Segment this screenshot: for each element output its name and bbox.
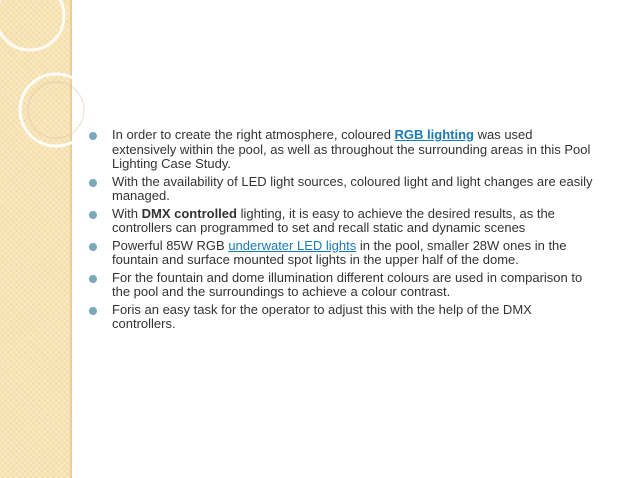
slide-body (88, 128, 598, 335)
bullet-text: was used extensively within the pool, as well as throughout the surrounding areas in this Pool Lighting Case Study. (112, 127, 591, 171)
panel-divider (70, 0, 72, 478)
bullet-text: in the pool, smaller 28W ones in the fountain and surface mounted spot lights in the upper half of the dome. (112, 237, 567, 267)
bullet-item (88, 271, 598, 300)
rgb-lighting-link[interactable]: RGB lighting (394, 127, 474, 142)
bullet-dot-icon (89, 275, 97, 283)
bullet-dot-icon (89, 307, 97, 315)
bullet-text: Powerful 85W RGB (112, 237, 229, 253)
bullet-item (88, 207, 598, 236)
underwater-led-lights-link[interactable]: underwater LED lights (228, 237, 357, 253)
bullet-dot-icon (89, 179, 97, 187)
bullet-text: lighting, it is easy to achieve the desired results, as the controllers can programmed to set and recall static and dynamic scenes (112, 205, 555, 235)
bullet-text: In order to create the right atmosphere, coloured (112, 127, 395, 142)
bullet-item (88, 175, 598, 204)
bullet-text: For the fountain and dome illumination different colours are used in comparison to the pool and the surroundings to achieve a colour contrast. (112, 269, 583, 299)
bullet-text: With the availability of LED light sources, coloured light and light changes are easily managed. (112, 173, 593, 203)
bullet-text: Foris an easy task for the operator to adjust this with the help of the DMX controllers. (112, 301, 532, 331)
bullet-item (88, 128, 598, 172)
bullet-emphasis: DMX controlled (141, 205, 237, 221)
bullet-dot-icon (89, 243, 97, 251)
bullet-list (88, 128, 598, 332)
bullet-item (88, 303, 598, 332)
bullet-text: With (112, 205, 142, 221)
decorative-side-panel (0, 0, 70, 478)
bullet-dot-icon (89, 211, 97, 219)
bullet-item (88, 239, 598, 268)
bullet-dot-icon (89, 132, 97, 140)
